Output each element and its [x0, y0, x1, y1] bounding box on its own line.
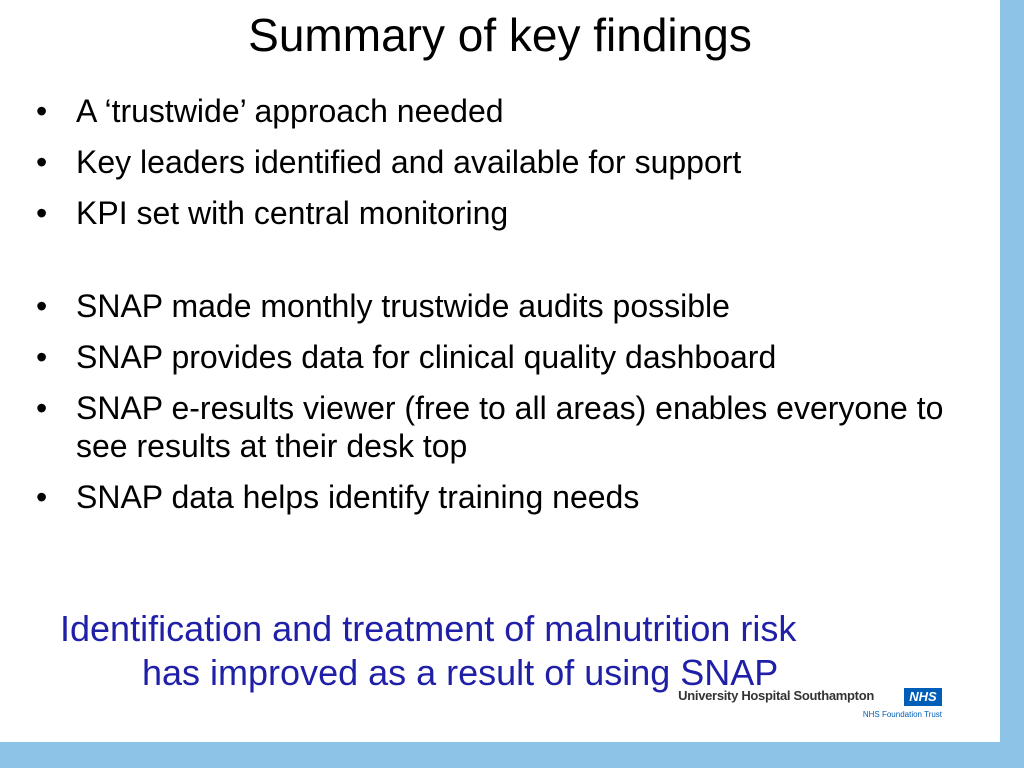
list-item: • A ‘trustwide’ approach needed	[36, 93, 504, 129]
frame-bottom-band	[0, 742, 1024, 768]
conclusion-line-1: Identification and treatment of malnutrition risk	[60, 608, 797, 649]
logo-hospital-name: University Hospital Southampton	[678, 688, 874, 703]
list-item: • KPI set with central monitoring	[36, 195, 509, 231]
logo-trust-name: NHS Foundation Trust	[862, 710, 942, 719]
slide-title: Summary of key findings	[248, 9, 752, 61]
bullet-icon: •	[36, 479, 48, 515]
conclusion-line-2: has improved as a result of using SNAP	[142, 652, 779, 693]
bullet-icon: •	[36, 390, 48, 426]
nhs-badge: NHS	[904, 688, 942, 706]
findings-list	[36, 92, 976, 529]
bullet-icon: •	[36, 195, 48, 231]
list-item: • SNAP data helps identify training needs	[36, 479, 640, 515]
conclusion-statement	[60, 607, 960, 695]
list-item: • SNAP provides data for clinical quality dashboard	[36, 339, 777, 375]
list-item: • Key leaders identified and available for support	[36, 144, 742, 180]
bullet-icon: •	[36, 339, 48, 375]
list-item: • SNAP e-results viewer (free to all areas) enables everyone to see results at their desk top	[36, 390, 944, 464]
bullet-icon: •	[36, 288, 48, 324]
list-item: • SNAP made monthly trustwide audits possible	[36, 288, 730, 324]
bullet-icon: •	[36, 93, 48, 129]
uhs-nhs-logo	[678, 688, 942, 728]
bullet-icon: •	[36, 144, 48, 180]
frame-right-band	[1000, 0, 1024, 768]
